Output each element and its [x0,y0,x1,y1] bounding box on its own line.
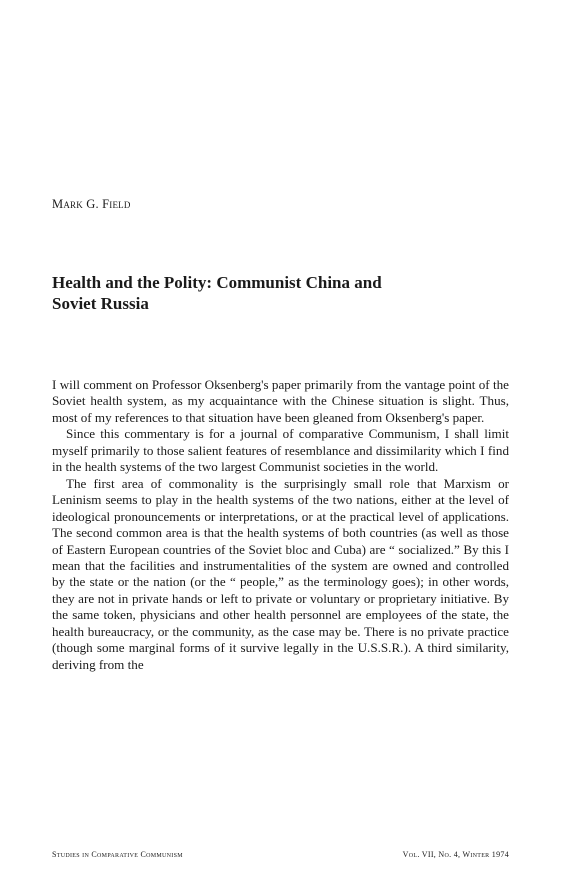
article-title [52,272,522,314]
issue-info: Vol. VII, No. 4, Winter 1974 [402,850,509,859]
author-name: Mark G. Field [52,197,131,211]
title-line-1: Health and the Polity: Communist China and [52,273,382,292]
paragraph-1: I will comment on Professor Oksenberg's paper primarily from the vantage point of the Soviet health system, as my acquaintance with the Chinese situation is slight. Thus, most of my references to that situation have been gleaned from Oksenberg's paper. [52,377,509,425]
article-body [52,377,509,673]
paragraph-3: The first area of commonality is the surprisingly small role that Marxism or Leninism seems to play in the health systems of the two nations, either at the level of ideological pronouncements or interpretations, or at the practical level of applications. The second common area is that the health systems of both countries (as well as those of Eastern European countries of the Soviet bloc and Cuba) are “ socialized.” By this I mean that the facilities and instrumentalities of the system are owned and controlled by the state or the nation (or the “ people,” as the terminology goes); in other words, they are not in private hands or left to private or voluntary or proprietary initiative. By the same token, physicians and other health personnel are employees of the state, the health bureaucracy, or the community, as the case may be. There is no private practice (though some marginal forms of it survive legally in the U.S.S.R.). A third similarity, deriving from the [52,475,509,672]
title-line-2: Soviet Russia [52,294,149,313]
paragraph-2: Since this commentary is for a journal of comparative Communism, I shall limit myself primarily to those salient features of resemblance and dissimilarity which I find in the health systems of the two largest Communist societies in the world. [52,426,509,475]
journal-name: Studies in Comparative Communism [52,850,183,859]
